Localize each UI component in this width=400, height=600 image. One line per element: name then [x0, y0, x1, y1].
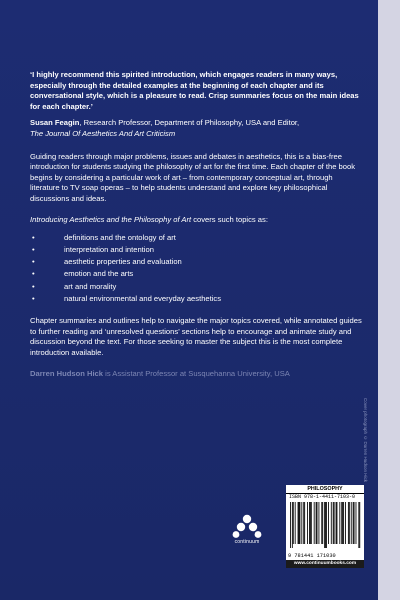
blurb-content	[30, 70, 362, 379]
list-item	[30, 233, 362, 244]
book-title-italic: Introducing Aesthetics and the Philosophy of Art	[30, 214, 192, 224]
bullet-icon: •	[32, 269, 35, 279]
list-item	[30, 294, 362, 305]
publisher-logo	[232, 514, 262, 545]
topic-label: emotion and the arts	[64, 269, 134, 279]
continuum-a-logo-icon	[232, 514, 262, 538]
topics-intro	[30, 215, 362, 226]
endorsement-attribution	[30, 118, 362, 139]
list-item	[30, 282, 362, 293]
list-item	[30, 269, 362, 280]
barcode-digits: 9 781441 171030	[288, 553, 336, 559]
author-bio-text: is Assistant Professor at Susquehanna University, USA	[103, 368, 290, 378]
barcode-panel	[286, 485, 364, 568]
publisher-name: continuum	[234, 539, 260, 545]
endorser-role: , Research Professor, Department of Philosophy, USA and Editor,	[79, 118, 300, 128]
author-name: Darren Hudson Hick	[30, 368, 104, 378]
bullet-icon: •	[32, 245, 35, 255]
barcode-icon	[288, 502, 362, 548]
list-item	[30, 257, 362, 268]
topic-label: definitions and the ontology of art	[64, 233, 176, 243]
endorser-name: Susan Feagin	[30, 118, 80, 128]
endorsement-quote: ‘I highly recommend this spirited introduction, which engages readers in many ways, especially through the detailed examples at the beginning of each chapter and its conversational style, which is a pleasure to read. Crisp summaries focus on the main ideas for each chapter.’	[30, 70, 359, 111]
isbn-number: ISBN 978-1-4411-7103-0	[289, 494, 356, 500]
bullet-icon: •	[32, 281, 35, 291]
topic-label: natural environmental and everyday aesthetics	[64, 293, 222, 303]
topics-list	[30, 233, 362, 304]
bullet-icon: •	[32, 257, 35, 267]
description-paragraph: Guiding readers through major problems, issues and debates in aesthetics, this is a bias-free introduction for students studying the philosophy of art for the first time. Each chapter of the book begins by considering a particular work of art – from contemporary conceptual art, through literature to TV soap operas – to help students understand and explore key philosophical discussions and ideas.	[30, 151, 356, 203]
topic-label: aesthetic properties and evaluation	[64, 257, 182, 267]
list-item	[30, 245, 362, 256]
topic-label: interpretation and intention	[64, 245, 154, 255]
publisher-url: www.continuumbooks.com	[286, 560, 364, 568]
topic-label: art and morality	[64, 281, 117, 291]
spine-band	[378, 0, 400, 600]
summary-paragraph: Chapter summaries and outlines help to navigate the major topics covered, while annotated guides to further reading and ‘unresolved questions’ sections help to encourage and animate study and discussion beyond the text. For those seeking to master the subject this is the most complete introduction available.	[30, 316, 362, 357]
subject-label: PHILOSOPHY	[286, 485, 364, 494]
author-bio	[30, 369, 362, 380]
bullet-icon: •	[32, 233, 35, 243]
endorser-journal: The Journal Of Aesthetics And Art Criticism	[30, 128, 176, 138]
photo-credit: Cover photograph © Darren Hudson Hick	[363, 398, 368, 483]
bullet-icon: •	[32, 293, 35, 303]
topics-intro-rest: covers such topics as:	[191, 214, 268, 224]
